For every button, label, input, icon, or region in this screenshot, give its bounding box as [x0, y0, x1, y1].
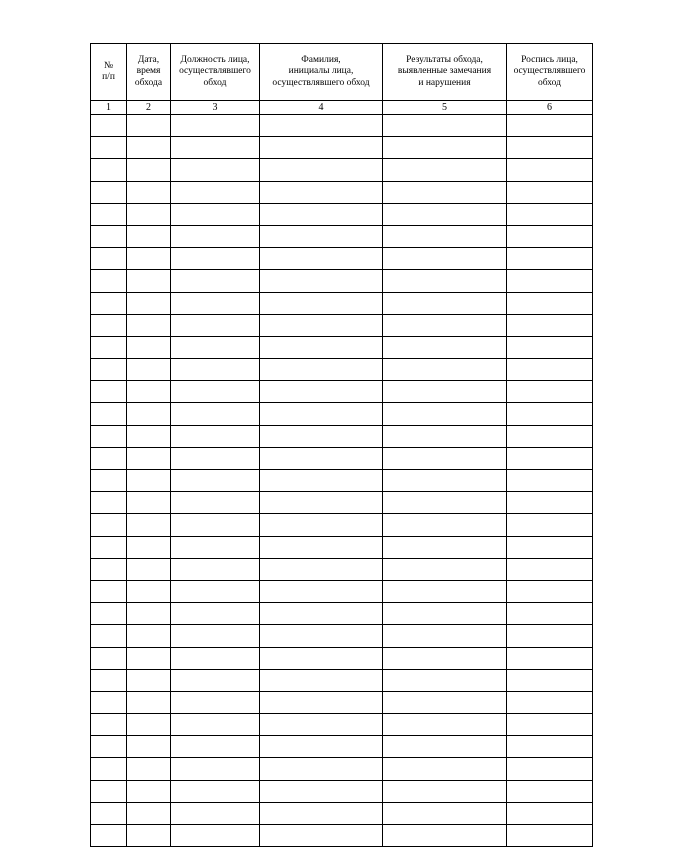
table-cell[interactable] [127, 159, 171, 181]
table-cell[interactable] [507, 714, 593, 736]
table-cell[interactable] [91, 514, 127, 536]
table-cell[interactable] [260, 536, 383, 558]
table-row[interactable] [91, 758, 593, 780]
table-cell[interactable] [260, 225, 383, 247]
table-cell[interactable] [91, 225, 127, 247]
table-row[interactable] [91, 536, 593, 558]
table-cell[interactable] [260, 603, 383, 625]
table-cell[interactable] [171, 625, 260, 647]
table-cell[interactable] [127, 625, 171, 647]
table-cell[interactable] [507, 558, 593, 580]
table-cell[interactable] [260, 691, 383, 713]
table-row[interactable] [91, 558, 593, 580]
table-cell[interactable] [171, 536, 260, 558]
table-row[interactable] [91, 115, 593, 137]
table-cell[interactable] [91, 425, 127, 447]
column-header-line: время [136, 66, 161, 77]
table-cell[interactable] [91, 492, 127, 514]
table-cell[interactable] [260, 825, 383, 847]
table-cell[interactable] [260, 159, 383, 181]
table-cell[interactable] [91, 359, 127, 381]
table-cell[interactable] [383, 314, 507, 336]
table-cell[interactable] [507, 403, 593, 425]
table-cell[interactable] [127, 514, 171, 536]
table-cell[interactable] [91, 336, 127, 358]
table-cell[interactable] [91, 714, 127, 736]
table-row[interactable] [91, 403, 593, 425]
table-cell[interactable] [127, 647, 171, 669]
table-cell[interactable] [260, 203, 383, 225]
table-row[interactable] [91, 625, 593, 647]
header-row [91, 44, 593, 101]
table-cell[interactable] [91, 758, 127, 780]
table-row[interactable] [91, 137, 593, 159]
column-number-c3: 3 [171, 101, 260, 115]
table-cell[interactable] [383, 758, 507, 780]
table-cell[interactable] [260, 470, 383, 492]
table-cell[interactable] [260, 292, 383, 314]
table-cell[interactable] [171, 381, 260, 403]
table-cell[interactable] [260, 625, 383, 647]
table-cell[interactable] [507, 802, 593, 824]
column-header-line: Роспись лица, [521, 54, 578, 65]
column-header-line: осуществлявшего [179, 66, 251, 77]
column-number-c6: 6 [507, 101, 593, 115]
table-row[interactable] [91, 669, 593, 691]
table-row[interactable] [91, 336, 593, 358]
column-number-c4: 4 [260, 101, 383, 115]
table-row[interactable] [91, 270, 593, 292]
table-cell[interactable] [171, 225, 260, 247]
column-header-line: осуществлявшего [513, 66, 586, 77]
table-cell[interactable] [127, 336, 171, 358]
table-cell[interactable] [260, 780, 383, 802]
table-cell[interactable] [91, 314, 127, 336]
table-cell[interactable] [260, 447, 383, 469]
table-row[interactable] [91, 248, 593, 270]
table-cell[interactable] [127, 115, 171, 137]
column-header-c3 [171, 44, 260, 101]
table-cell[interactable] [383, 225, 507, 247]
table-cell[interactable] [127, 736, 171, 758]
patrol-log-table [90, 43, 593, 847]
table-cell[interactable] [171, 714, 260, 736]
table-row[interactable] [91, 580, 593, 602]
column-header-line: обход [538, 77, 561, 88]
table-header [91, 44, 593, 101]
table-cell[interactable] [127, 714, 171, 736]
table-cell[interactable] [507, 580, 593, 602]
table-cell[interactable] [260, 736, 383, 758]
table-cell[interactable] [91, 470, 127, 492]
table-row[interactable] [91, 447, 593, 469]
table-cell[interactable] [260, 403, 383, 425]
table-cell[interactable] [507, 447, 593, 469]
table-row[interactable] [91, 203, 593, 225]
table-cell[interactable] [127, 470, 171, 492]
table-row[interactable] [91, 514, 593, 536]
table-cell[interactable] [260, 336, 383, 358]
table-cell[interactable] [91, 115, 127, 137]
table-cell[interactable] [127, 580, 171, 602]
table-cell[interactable] [91, 691, 127, 713]
table-cell[interactable] [383, 336, 507, 358]
table-cell[interactable] [171, 647, 260, 669]
table-cell[interactable] [507, 425, 593, 447]
table-cell[interactable] [383, 825, 507, 847]
column-header-c6 [507, 44, 593, 101]
table-cell[interactable] [260, 802, 383, 824]
table-row[interactable] [91, 159, 593, 181]
table-cell[interactable] [91, 780, 127, 802]
table-cell[interactable] [383, 203, 507, 225]
table-cell[interactable] [171, 359, 260, 381]
table-cell[interactable] [171, 314, 260, 336]
table-cell[interactable] [171, 514, 260, 536]
table-row[interactable] [91, 470, 593, 492]
table-cell[interactable] [91, 802, 127, 824]
table-cell[interactable] [91, 536, 127, 558]
table-cell[interactable] [127, 381, 171, 403]
table-cell[interactable] [127, 603, 171, 625]
table-cell[interactable] [507, 758, 593, 780]
table-cell[interactable] [91, 669, 127, 691]
table-cell[interactable] [127, 403, 171, 425]
table-cell[interactable] [383, 492, 507, 514]
column-number-c1: 1 [91, 101, 127, 115]
table-cell[interactable] [171, 802, 260, 824]
table-cell[interactable] [383, 580, 507, 602]
table-cell[interactable] [127, 292, 171, 314]
table-cell[interactable] [383, 780, 507, 802]
table-row[interactable] [91, 381, 593, 403]
table-cell[interactable] [507, 470, 593, 492]
table-cell[interactable] [127, 536, 171, 558]
column-header-c4 [260, 44, 383, 101]
table-cell[interactable] [507, 514, 593, 536]
table-cell[interactable] [383, 359, 507, 381]
table-cell[interactable] [171, 248, 260, 270]
table-row[interactable] [91, 225, 593, 247]
column-number-c5: 5 [383, 101, 507, 115]
table-cell[interactable] [260, 115, 383, 137]
table-cell[interactable] [171, 115, 260, 137]
table-cell[interactable] [171, 758, 260, 780]
table-cell[interactable] [171, 425, 260, 447]
table-cell[interactable] [507, 780, 593, 802]
table-cell[interactable] [507, 647, 593, 669]
table-cell[interactable] [91, 137, 127, 159]
table-cell[interactable] [383, 381, 507, 403]
table-cell[interactable] [507, 248, 593, 270]
table-cell[interactable] [507, 536, 593, 558]
table-cell[interactable] [383, 270, 507, 292]
table-cell[interactable] [171, 270, 260, 292]
table-cell[interactable] [171, 203, 260, 225]
table-cell[interactable] [383, 159, 507, 181]
table-cell[interactable] [260, 314, 383, 336]
table-cell[interactable] [171, 691, 260, 713]
table-cell[interactable] [127, 780, 171, 802]
table-cell[interactable] [171, 780, 260, 802]
table-cell[interactable] [91, 292, 127, 314]
table-cell[interactable] [171, 159, 260, 181]
table-cell[interactable] [171, 470, 260, 492]
column-header-line: обхода [134, 77, 163, 88]
table-row[interactable] [91, 492, 593, 514]
table-cell[interactable] [383, 447, 507, 469]
table-cell[interactable] [383, 137, 507, 159]
table-cell[interactable] [171, 669, 260, 691]
table-cell[interactable] [127, 248, 171, 270]
table-cell[interactable] [507, 691, 593, 713]
table-cell[interactable] [383, 625, 507, 647]
table-cell[interactable] [507, 203, 593, 225]
table-row[interactable] [91, 647, 593, 669]
column-number-c2: 2 [127, 101, 171, 115]
table-row[interactable] [91, 292, 593, 314]
table-cell[interactable] [127, 691, 171, 713]
table-cell[interactable] [91, 647, 127, 669]
table-cell[interactable] [91, 825, 127, 847]
table-cell[interactable] [507, 736, 593, 758]
table-cell[interactable] [91, 159, 127, 181]
table-cell[interactable] [507, 625, 593, 647]
table-cell[interactable] [260, 181, 383, 203]
column-header-c1 [91, 44, 127, 101]
table-row[interactable] [91, 691, 593, 713]
table-cell[interactable] [507, 669, 593, 691]
table-cell[interactable] [507, 492, 593, 514]
table-row[interactable] [91, 181, 593, 203]
table-cell[interactable] [171, 825, 260, 847]
table-row[interactable] [91, 359, 593, 381]
table-row[interactable] [91, 825, 593, 847]
table-cell[interactable] [171, 603, 260, 625]
column-header-line: обход [203, 77, 227, 88]
column-header-line: п/п [102, 72, 115, 82]
table-cell[interactable] [171, 336, 260, 358]
table-cell[interactable] [383, 470, 507, 492]
table-cell[interactable] [507, 181, 593, 203]
table-cell[interactable] [91, 203, 127, 225]
table-cell[interactable] [507, 270, 593, 292]
column-header-line: и нарушения [418, 77, 471, 88]
table-row[interactable] [91, 425, 593, 447]
table-cell[interactable] [383, 403, 507, 425]
table-cell[interactable] [260, 580, 383, 602]
table-cell[interactable] [127, 447, 171, 469]
table-row[interactable] [91, 736, 593, 758]
table-cell[interactable] [91, 603, 127, 625]
table-row[interactable] [91, 603, 593, 625]
column-header-line: № [103, 60, 114, 71]
table-cell[interactable] [91, 248, 127, 270]
table-row[interactable] [91, 780, 593, 802]
table-cell[interactable] [507, 825, 593, 847]
table-cell[interactable] [127, 203, 171, 225]
table-body [91, 101, 593, 847]
table-row[interactable] [91, 714, 593, 736]
table-cell[interactable] [383, 647, 507, 669]
table-cell[interactable] [127, 225, 171, 247]
table-cell[interactable] [127, 270, 171, 292]
table-cell[interactable] [383, 248, 507, 270]
table-cell[interactable] [260, 425, 383, 447]
table-cell[interactable] [127, 825, 171, 847]
column-header-line: Результаты обхода, [406, 54, 483, 65]
column-header-c2 [127, 44, 171, 101]
table-cell[interactable] [507, 292, 593, 314]
table-cell[interactable] [507, 336, 593, 358]
table-row[interactable] [91, 802, 593, 824]
table-cell[interactable] [383, 669, 507, 691]
table-cell[interactable] [91, 381, 127, 403]
log-table-container [90, 43, 592, 847]
table-cell[interactable] [91, 558, 127, 580]
column-header-line: Дата, [137, 54, 160, 65]
table-cell[interactable] [383, 802, 507, 824]
table-cell[interactable] [507, 159, 593, 181]
table-cell[interactable] [260, 270, 383, 292]
table-cell[interactable] [171, 403, 260, 425]
table-cell[interactable] [127, 425, 171, 447]
table-cell[interactable] [507, 115, 593, 137]
table-cell[interactable] [127, 802, 171, 824]
column-number-row [91, 101, 593, 115]
table-cell[interactable] [383, 425, 507, 447]
table-cell[interactable] [383, 181, 507, 203]
table-cell[interactable] [127, 758, 171, 780]
table-cell[interactable] [127, 314, 171, 336]
table-cell[interactable] [127, 137, 171, 159]
table-cell[interactable] [171, 137, 260, 159]
table-cell[interactable] [91, 447, 127, 469]
table-cell[interactable] [127, 669, 171, 691]
table-cell[interactable] [171, 181, 260, 203]
table-cell[interactable] [91, 181, 127, 203]
table-cell[interactable] [260, 514, 383, 536]
table-cell[interactable] [127, 181, 171, 203]
table-cell[interactable] [91, 270, 127, 292]
table-cell[interactable] [383, 558, 507, 580]
table-cell[interactable] [127, 359, 171, 381]
column-header-c5 [383, 44, 507, 101]
table-cell[interactable] [383, 736, 507, 758]
table-cell[interactable] [383, 536, 507, 558]
column-header-line: Должность лица, [180, 54, 250, 65]
table-cell[interactable] [383, 691, 507, 713]
column-header-line: инициалы лица, [288, 66, 354, 77]
table-cell[interactable] [383, 514, 507, 536]
table-cell[interactable] [507, 225, 593, 247]
table-cell[interactable] [171, 558, 260, 580]
table-cell[interactable] [383, 115, 507, 137]
table-cell[interactable] [507, 381, 593, 403]
table-cell[interactable] [91, 403, 127, 425]
column-header-line: осуществлявшего обход [272, 77, 370, 88]
table-cell[interactable] [260, 137, 383, 159]
column-header-line: выявленные замечания [397, 66, 492, 77]
table-cell[interactable] [171, 292, 260, 314]
table-cell[interactable] [260, 248, 383, 270]
table-cell[interactable] [260, 669, 383, 691]
table-cell[interactable] [260, 359, 383, 381]
table-cell[interactable] [507, 359, 593, 381]
table-cell[interactable] [507, 314, 593, 336]
table-cell[interactable] [127, 492, 171, 514]
table-cell[interactable] [507, 137, 593, 159]
table-cell[interactable] [507, 603, 593, 625]
table-cell[interactable] [260, 381, 383, 403]
table-cell[interactable] [383, 714, 507, 736]
table-row[interactable] [91, 314, 593, 336]
table-cell[interactable] [127, 558, 171, 580]
table-cell[interactable] [91, 580, 127, 602]
table-cell[interactable] [171, 580, 260, 602]
table-cell[interactable] [260, 714, 383, 736]
column-header-line: Фамилия, [301, 54, 341, 65]
table-cell[interactable] [260, 758, 383, 780]
table-cell[interactable] [91, 625, 127, 647]
table-cell[interactable] [91, 736, 127, 758]
table-cell[interactable] [171, 447, 260, 469]
table-cell[interactable] [260, 647, 383, 669]
table-cell[interactable] [171, 492, 260, 514]
table-cell[interactable] [260, 492, 383, 514]
table-cell[interactable] [383, 292, 507, 314]
table-cell[interactable] [171, 736, 260, 758]
table-cell[interactable] [260, 558, 383, 580]
table-cell[interactable] [383, 603, 507, 625]
